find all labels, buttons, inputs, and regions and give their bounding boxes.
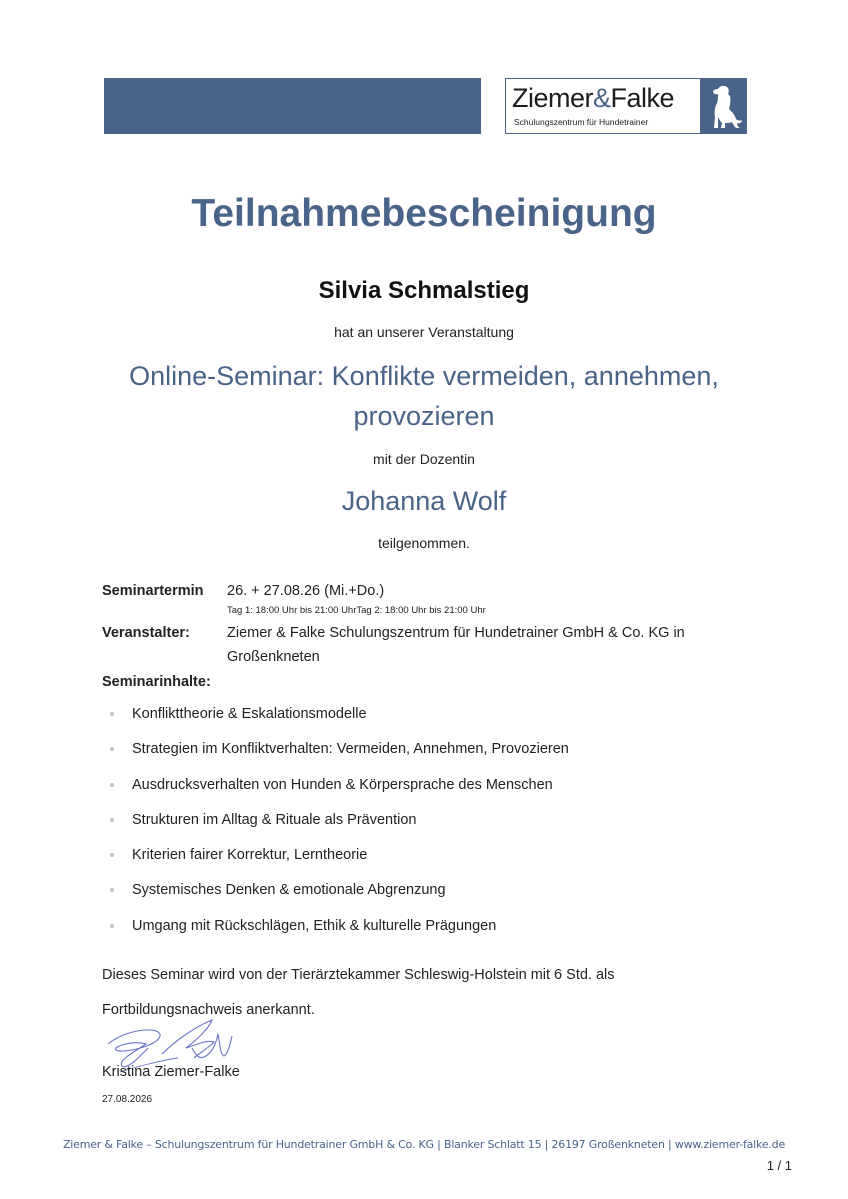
list-item: Umgang mit Rückschlägen, Ethik & kulturelle Prägungen <box>110 912 569 947</box>
list-item: Kriterien fairer Korrektur, Lerntheorie <box>110 841 569 876</box>
footer-address: Ziemer & Falke – Schulungszentrum für Hundetrainer GmbH & Co. KG | Blanker Schlatt 15 | 26197 Großenkneten | www.ziemer-falke.de <box>62 1138 786 1151</box>
seminar-times: Tag 1: 18:00 Uhr bis 21:00 UhrTag 2: 18:00 Uhr bis 21:00 Uhr <box>227 605 486 616</box>
intro-text: hat an unserer Veranstaltung <box>334 324 514 340</box>
header-banner <box>104 78 481 134</box>
logo-wordmark: Ziemer&Falke <box>512 83 675 113</box>
logo-subtitle: Schulungszentrum für Hundetrainer <box>514 117 649 127</box>
contents-label: Seminarinhalte: <box>102 674 211 690</box>
seminar-date-label: Seminartermin <box>102 583 204 599</box>
recognition-text: Dieses Seminar wird von der Tierärztekammer Schleswig-Holstein mit 6 Std. als Fortbildungsnachweis anerkannt. <box>102 967 615 1018</box>
outro-text: teilgenommen. <box>378 535 470 551</box>
company-logo <box>505 78 747 134</box>
lecturer-intro: mit der Dozentin <box>373 451 475 467</box>
page-number: 1 / 1 <box>766 1158 792 1173</box>
signer-name: Kristina Ziemer-Falke <box>102 1064 240 1080</box>
dog-icon <box>700 79 746 133</box>
organizer-label: Veranstalter: <box>102 625 190 641</box>
list-item: Strukturen im Alltag & Rituale als Prävention <box>110 806 569 841</box>
list-item: Systemisches Denken & emotionale Abgrenzung <box>110 876 569 911</box>
seminar-date-value: 26. + 27.08.26 (Mi.+Do.) <box>227 583 385 599</box>
list-item: Konflikttheorie & Eskalationsmodelle <box>110 700 569 735</box>
certificate-title: Teilnahmebescheinigung <box>191 192 657 235</box>
seminar-contents-list <box>110 700 569 947</box>
signature-date: 27.08.2026 <box>102 1094 153 1105</box>
list-item: Ausdrucksverhalten von Hunden & Körpersprache des Menschen <box>110 771 569 806</box>
lecturer-name: Johanna Wolf <box>341 486 507 516</box>
organizer-value: Ziemer & Falke Schulungszentrum für Hundetrainer GmbH & Co. KG in Großenkneten <box>227 625 685 665</box>
participant-name: Silvia Schmalstieg <box>318 277 530 304</box>
seminar-title: Online-Seminar: Konflikte vermeiden, annehmen, provozieren <box>129 361 719 431</box>
list-item: Strategien im Konfliktverhalten: Vermeiden, Annehmen, Provozieren <box>110 735 569 770</box>
